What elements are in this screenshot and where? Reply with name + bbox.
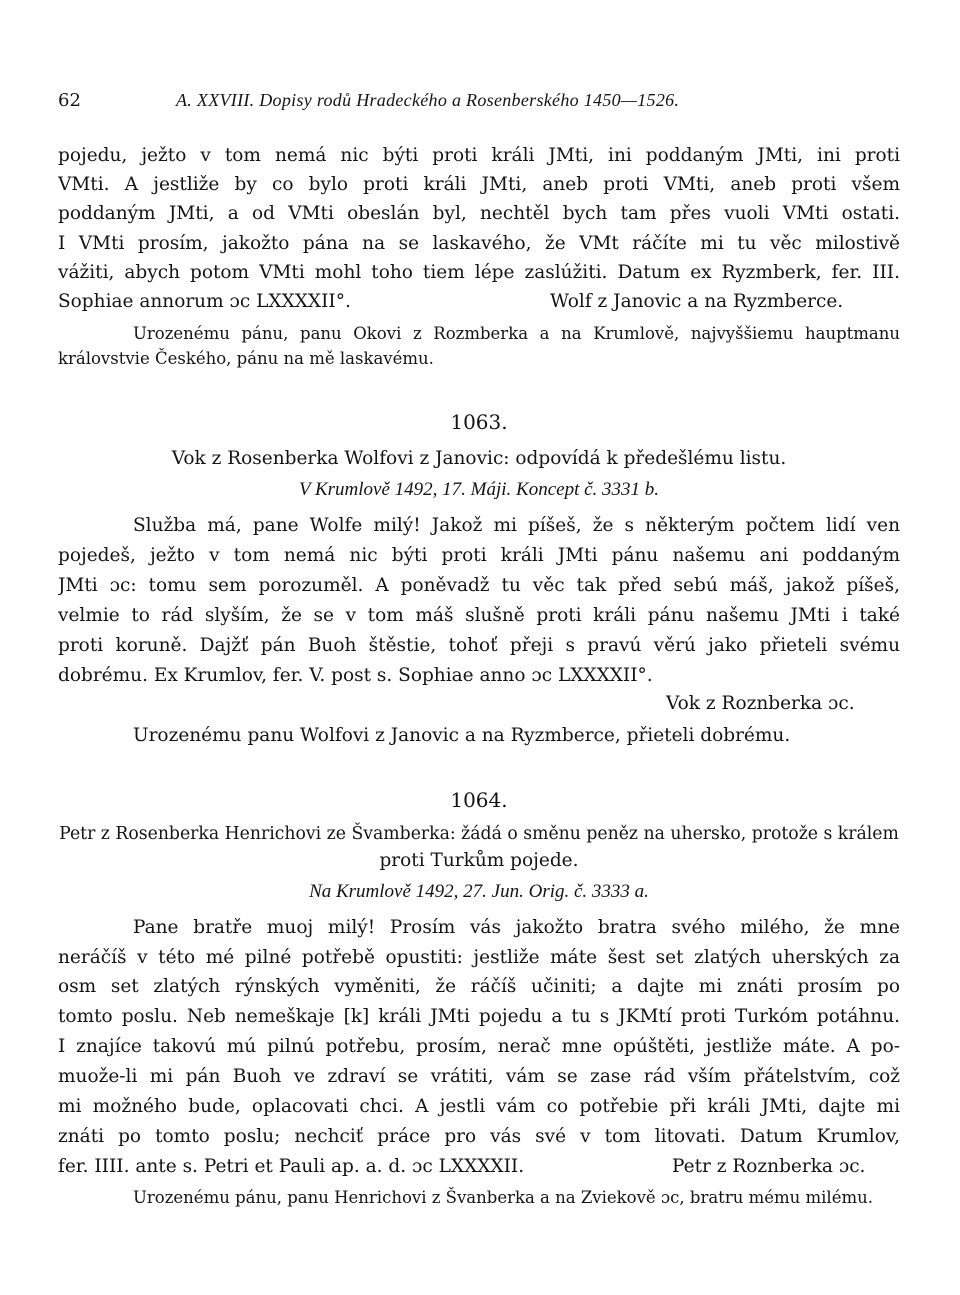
body-line: vážiti, abych potom VMti mohl toho tiem lépe zaslúžiti. Datum ex Ryzmberk, fer. III. bbox=[58, 262, 900, 283]
body-line: neráčíš v této mé pilné potřebě opustiti: jestliže máte šest set zlatých uherských za bbox=[58, 947, 900, 968]
body-line: VMti. A jestliže by co bylo proti králi JMti, aneb proti VMti, aneb proti všem bbox=[58, 174, 900, 195]
letter-summary: Petr z Rosenberka Henrichovi ze Švamberka: žádá o směnu peněz na uhersko, protože s králem bbox=[59, 824, 899, 844]
body-line: muože-li mi pán Buoh ve zdraví se vrátiti, vám se zase rád vším přátelstvím, což bbox=[58, 1066, 900, 1087]
letter-summary: Vok z Rosenberka Wolfovi z Janovic: odpovídá k předešlému listu. bbox=[171, 448, 787, 469]
body-line: fer. IIII. ante s. Petri et Pauli ap. a. d. ɔc LXXXXII. bbox=[58, 1156, 525, 1177]
body-line: JMti ɔc: tomu sem porozuměl. A poněvadž tu věc tak před sebú máš, jakož píšeš, bbox=[58, 575, 900, 596]
letter-summary: proti Turkům pojede. bbox=[379, 850, 579, 871]
body-line: proti koruně. Dajžť pán Buoh štěstie, tohoť přeji s pravú věrú jako přieteli svému bbox=[58, 635, 900, 656]
body-line: mi možného bude, oplacovati chci. A jestli vám co potřebie při králi JMti, dajte mi bbox=[58, 1096, 900, 1117]
body-line: Služba má, pane Wolfe milý! Jakož mi píšeš, že s některým počtem lidí ven bbox=[133, 515, 900, 536]
body-line: I znajíce takovú mú pilnú potřebu, prosím, nerač mne opúštěti, jestliže máte. A po- bbox=[58, 1036, 900, 1057]
body-line: znáti po tomto poslu; nechciť práce pro vás své v tom litovati. Datum Krumlov, bbox=[58, 1126, 900, 1147]
body-line: dobrému. Ex Krumlov, fer. V. post s. Sophiae anno ɔc LXXXXII°. bbox=[58, 665, 653, 686]
running-title: A. XXVIII. Dopisy rodů Hradeckého a Rosenberského 1450—1526. bbox=[176, 90, 680, 110]
letter-source: V Krumlově 1492, 17. Máji. Koncept č. 3331 b. bbox=[298, 479, 660, 500]
body-line: poddaným JMti, a od VMti obeslán byl, nechtěl bych tam přes vuoli VMti ostati. bbox=[58, 203, 900, 224]
date-line: Sophiae annorum ɔc LXXXXII°. bbox=[58, 291, 351, 312]
page-number: 62 bbox=[58, 90, 81, 111]
signature: Petr z Roznberka ɔc. bbox=[672, 1156, 866, 1177]
body-line: velmie to rád slyším, že se v tom máš slušně proti králi pánu našemu JMti i také bbox=[58, 605, 900, 626]
page-header bbox=[58, 90, 900, 118]
letter-number: 1064. bbox=[450, 788, 508, 812]
address-line: královstvie Českého, pánu na mě laskavému. bbox=[58, 349, 434, 368]
body-line: osm set zlatých rýnských vyměniti, že ráčíš učiniti; a dajte mi znáti prosím po bbox=[58, 976, 900, 997]
address-line: Urozenému panu Wolfovi z Janovic a na Ryzmberce, přieteli dobrému. bbox=[133, 725, 791, 746]
body-line: tomto poslu. Neb nemeškaje [k] králi JMti pojedu a tu s JKMtí proti Turkóm potáhnu. bbox=[58, 1006, 900, 1027]
letter-number: 1063. bbox=[450, 410, 508, 434]
signature: Wolf z Janovic a na Ryzmberce. bbox=[550, 291, 844, 312]
letter-source: Na Krumlově 1492, 27. Jun. Orig. č. 3333 a. bbox=[309, 881, 649, 902]
address-line: Urozenému pánu, panu Okovi z Rozmberka a na Krumlově, najvyššiemu hauptmanu bbox=[133, 324, 900, 343]
signature: Vok z Roznberka ɔc. bbox=[666, 693, 855, 714]
body-line: I VMti prosím, jakožto pána na se laskavého, že VMt ráčíte mi tu věc milostivě bbox=[58, 233, 900, 254]
body-line: pojedu, ježto v tom nemá nic býti proti králi JMti, ini poddaným JMti, ini proti bbox=[58, 145, 900, 166]
body-line: pojedeš, ježto v tom nemá nic býti proti králi JMti pánu našemu ani poddaným bbox=[58, 545, 900, 566]
body-line: Pane bratře muoj milý! Prosím vás jakožto bratra svého milého, že mne bbox=[133, 917, 900, 938]
address-line: Urozenému pánu, panu Henrichovi z Švanberka a na Zviekově ɔc, bratru mému milému. bbox=[133, 1188, 873, 1207]
